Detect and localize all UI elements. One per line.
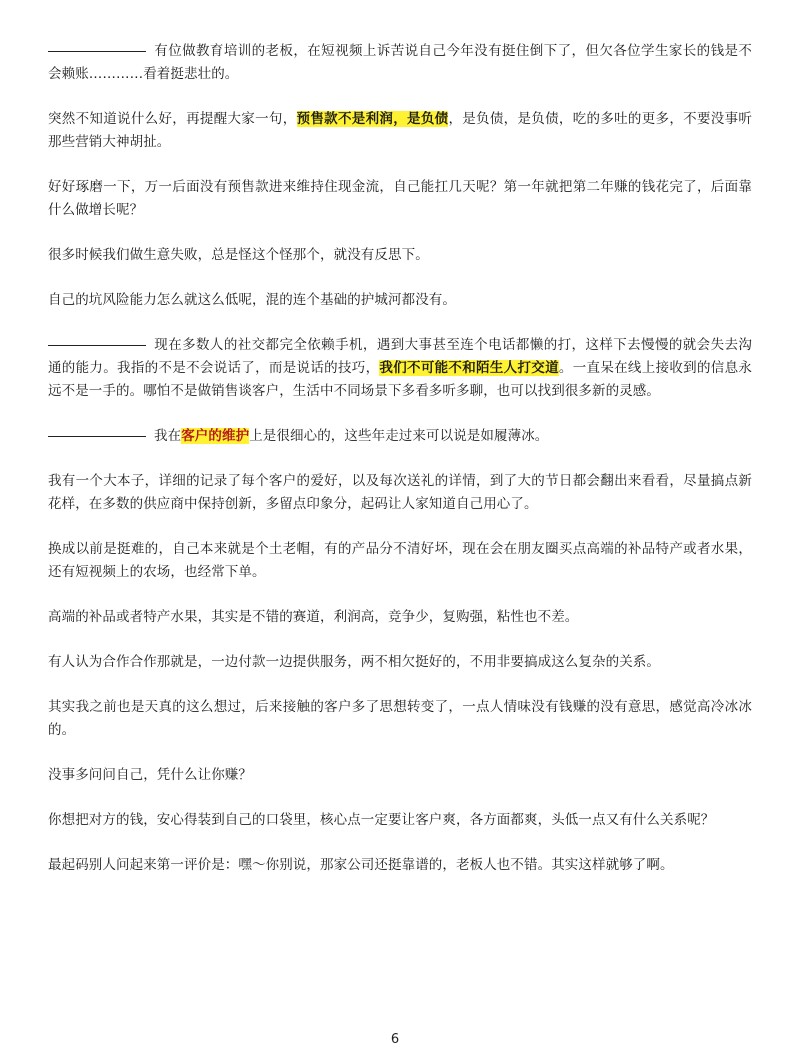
- paragraph: [48, 696, 752, 742]
- paragraph: [48, 764, 752, 787]
- highlighted-text: 我们不可能不和陌生人打交道: [379, 360, 559, 376]
- paragraph-text: 现在多数人的社交都完全依赖手机，遇到大事甚至连个电话都懒的打，这样下去慢慢的就会失去沟通的能力。我指的不是不会说话了，而是说话的技巧，: [48, 337, 752, 376]
- paragraph-text: 有人认为合作合作那就是，一边付款一边提供服务，两不相欠挺好的，不用非要搞成这么复杂的关系。: [48, 654, 660, 670]
- paragraph: [48, 470, 752, 516]
- paragraph-text: 没事多问问自己，凭什么让你赚？: [48, 767, 252, 783]
- em-dash-rule: [48, 345, 146, 346]
- paragraph: [48, 108, 752, 154]
- paragraph-text: 我有一个大本子，详细的记录了每个客户的爱好，以及每次送礼的详情，到了大的节日都会翻出来看看，尽量搞点新花样，在多数的供应商中保持创新，多留点印象分，起码让人家知道自己用心了。: [48, 473, 752, 512]
- paragraph-text: ，是负债，是负债，吃的多吐的更多，不要没事听那些营销大神胡扯。: [48, 111, 752, 150]
- paragraph-text: 上是很细心的，这些年走过来可以说是如履薄冰。: [249, 428, 549, 444]
- paragraph-text: 。一直呆在线上接收到的信息永远不是一手的。哪怕不是做销售谈客户，生活中不同场景下多看多听多聊，也可以找到很多新的灵感。: [48, 360, 752, 399]
- document-body: [48, 40, 752, 899]
- paragraph-text: 你想把对方的钱，安心得装到自己的口袋里，核心点一定要让客户爽，各方面都爽，头低一点又有什么关系呢？: [48, 812, 715, 828]
- paragraph-text: 我在: [154, 428, 182, 444]
- paragraph-text: 自己的坑风险能力怎么就这么低呢，混的连个基础的护城河都没有。: [48, 292, 456, 308]
- paragraph: [48, 334, 752, 403]
- paragraph: [48, 606, 752, 629]
- paragraph: [48, 651, 752, 674]
- paragraph: [48, 809, 752, 832]
- paragraph-text: 最起码别人问起来第一评价是：嘿～你别说，那家公司还挺靠谱的，老板人也不错。其实这样就够了啊。: [48, 857, 674, 873]
- paragraph-text: 很多时候我们做生意失败，总是怪这个怪那个，就没有反思下。: [48, 247, 429, 263]
- highlighted-text: 客户的维护: [181, 428, 250, 444]
- paragraph: [48, 854, 752, 877]
- em-dash-rule: [48, 51, 146, 52]
- page-number: 6: [390, 1032, 400, 1047]
- paragraph-text: 其实我之前也是天真的这么想过，后来接触的客户多了思想转变了，一点人情味没有钱赚的没有意思，感觉高冷冰冰的。: [48, 699, 752, 738]
- paragraph: [48, 289, 752, 312]
- paragraph: [48, 538, 752, 584]
- paragraph: [48, 40, 752, 86]
- paragraph-text: 换成以前是挺难的，自己本来就是个土老帽，有的产品分不清好坏，现在会在朋友圈买点高端的补品特产或者水果，还有短视频上的农场，也经常下单。: [48, 541, 752, 580]
- em-dash-rule: [48, 436, 146, 437]
- highlighted-text: 预售款不是利润，是负债: [296, 111, 449, 127]
- paragraph-text: 好好琢磨一下，万一后面没有预售款进来维持住现金流，自己能扛几天呢？第一年就把第二年赚的钱花完了，后面靠什么做增长呢？: [48, 179, 752, 218]
- paragraph: [48, 425, 752, 448]
- paragraph-text: 有位做教育培训的老板，在短视频上诉苦说自己今年没有挺住倒下了，但欠各位学生家长的钱是不会赖账…………看着挺悲壮的。: [48, 43, 752, 82]
- paragraph-text: 突然不知道说什么好，再提醒大家一句，: [48, 111, 297, 127]
- paragraph: [48, 244, 752, 267]
- paragraph-text: 高端的补品或者特产水果，其实是不错的赛道，利润高，竞争少，复购强，粘性也不差。: [48, 609, 579, 625]
- paragraph: [48, 176, 752, 222]
